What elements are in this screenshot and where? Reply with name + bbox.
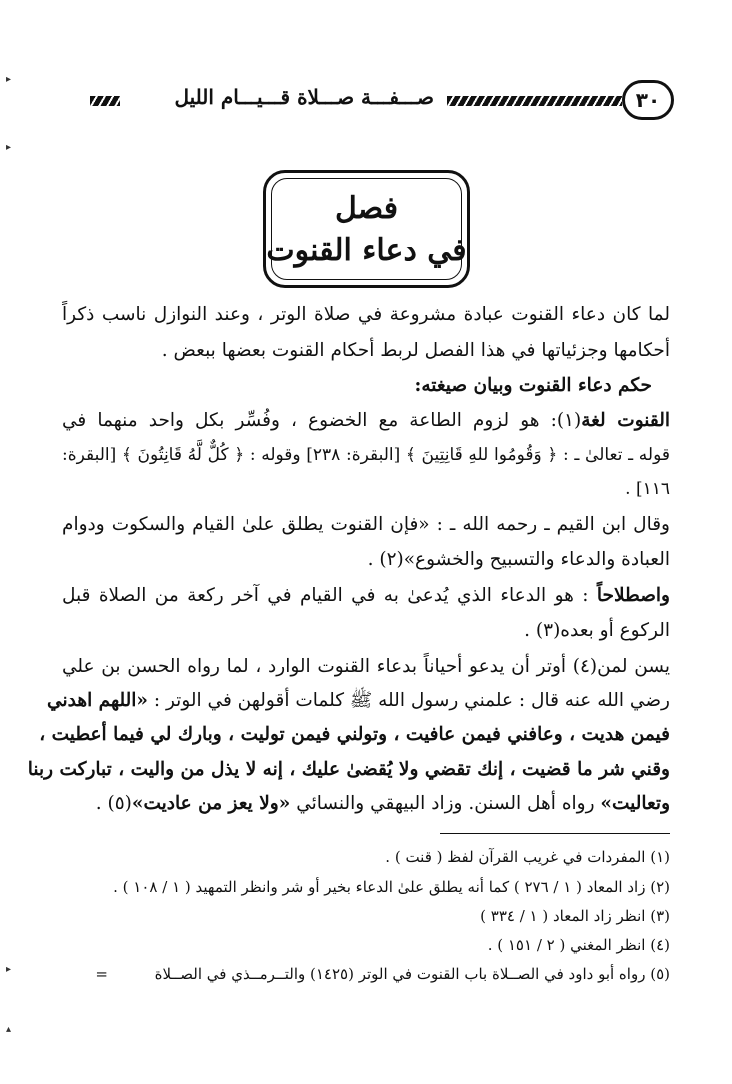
dua-line: فيمن هديت ، وعافني فيمن عافيت ، وتولني فيمن توليت ، وبارك لي فيما أعطيت ، <box>39 724 670 745</box>
page-number: ٣٠ <box>622 80 674 120</box>
footnote: (٢) زاد المعاد ( ١ / ٢٧٦ ) كما أنه يطلق علىٰ الدعاء بخير أو شر وانظر التمهيد ( ١ / ١٠٨ ) . <box>113 878 670 896</box>
running-header <box>90 80 674 124</box>
footnote: (٥) رواه أبو داود في الصــلاة باب القنوت في الوتر (١٤٢٥) والتــرمــذي في الصــلاة <box>154 965 670 983</box>
dua-text: «ولا يعز من عاديت» <box>131 793 291 814</box>
footnote: (٤) انظر المغني ( ٢ / ١٥١ ) . <box>487 936 670 954</box>
scan-mark: ▸ <box>6 74 12 85</box>
body-line <box>47 688 670 714</box>
body-line <box>62 583 670 609</box>
dua-line: وقني شر ما قضيت ، إنك تقضي ولا يُقضىٰ عليك ، إنه لا يذل من واليت ، تباركت ربنا <box>27 759 670 780</box>
body-line: وقال ابن القيم ـ رحمه الله ـ : «فإن القنوت يطلق علىٰ القيام والسكوت ودوام <box>62 514 670 535</box>
dua-text: «اللهم اهدني <box>47 690 148 711</box>
body-line: العبادة والدعاء والتسبيح والخشوع»(٢) . <box>367 549 670 570</box>
body-line: لما كان دعاء القنوت عبادة مشروعة في صلاة الوتر ، وعند النوازل ناسب ذكراً <box>62 304 670 325</box>
scan-mark: ▸ <box>6 142 12 153</box>
chapter-title-box <box>263 170 470 288</box>
body-line: الركوع أو بعده(٣) . <box>524 620 670 641</box>
footnote-separator <box>440 833 670 834</box>
body-text: : هو الدعاء الذي يُدعىٰ به في القيام في آخر ركعة من الصلاة قبل <box>62 585 597 606</box>
footnote: (٣) انظر زاد المعاد ( ١ / ٣٣٤ ) <box>480 907 670 925</box>
footnote-ref: (٥) . <box>95 793 132 814</box>
header-ornament-end <box>90 96 120 106</box>
body-text: رواه أهل السنن. وزاد البيهقي والنسائي <box>290 793 601 814</box>
dua-text: وتعاليت» <box>600 793 670 814</box>
body-line: قوله ـ تعالىٰ ـ : ﴿ وَقُومُوا للهِ قَانِتِينَ ﴾ [البقرة: ٢٣٨] وقوله : ﴿ كُلٌّ لَّهُ قَانِتُونَ ﴾ [البقرة: <box>62 445 670 465</box>
body-text: (١): هو لزوم الطاعة مع الخضوع ، وفُسِّر بكل واحد منهما في <box>62 410 582 431</box>
footnote-continuation-mark: = <box>95 965 108 983</box>
section-heading: حكم دعاء القنوت وبيان صيغته: <box>414 375 652 396</box>
body-text: رضي الله عنه قال : علمني رسول الله ﷺ كلمات أقولهن في الوتر : <box>147 690 670 711</box>
body-line: يسن لمن(٤) أوتر أن يدعو أحياناً بدعاء القنوت الوارد ، لما رواه الحسن بن علي <box>62 656 671 677</box>
body-line: أحكامها وجزئياتها في هذا الفصل لربط أحكام القنوت بعضها ببعض . <box>161 340 670 361</box>
body-line: ١١٦] . <box>625 479 670 499</box>
header-ornament-bar <box>447 96 622 106</box>
footnote: (١) المفردات في غريب القرآن لفظ ( قنت ) . <box>385 848 670 866</box>
scan-mark: ▴ <box>6 1024 12 1035</box>
body-line <box>62 408 670 434</box>
chapter-title-line2: في دعاء القنوت <box>266 233 467 268</box>
running-title: صـــفـــة صـــلاة قـــيـــام الليل <box>174 85 434 109</box>
chapter-title-line1: فصل <box>334 191 399 226</box>
term-istilah: واصطلاحاً <box>596 585 670 606</box>
scan-mark: ▸ <box>6 964 12 975</box>
term-lugha: القنوت لغة <box>581 410 670 431</box>
body-line <box>62 791 670 817</box>
